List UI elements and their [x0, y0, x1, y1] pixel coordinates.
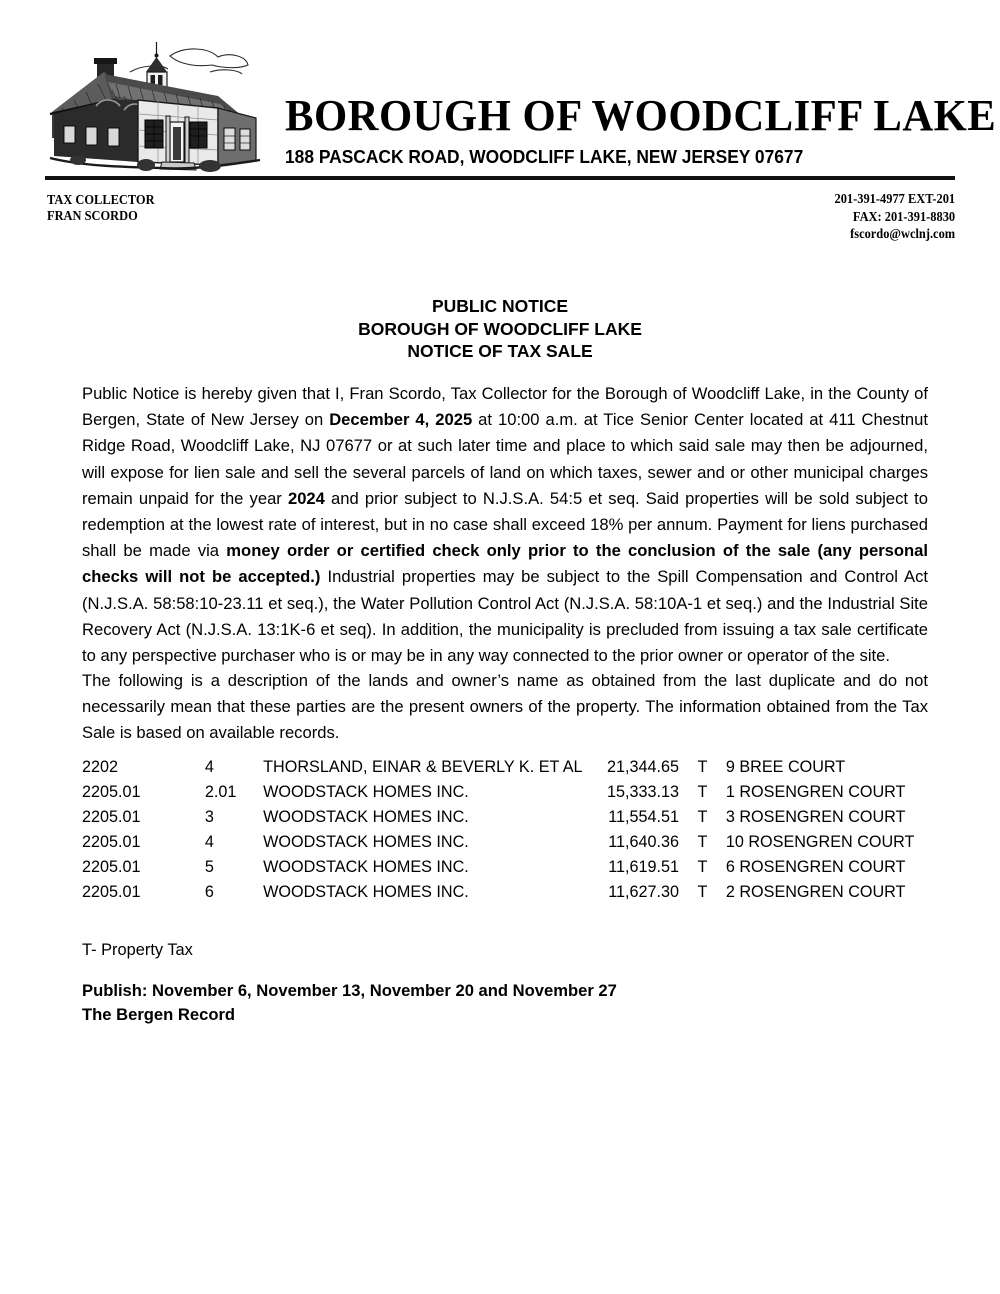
cell-amount: 11,627.30: [608, 883, 680, 901]
para1-segment-3: and prior subject to N.J.S.A. 54:5 et seq. Said properties will be sold subject to redemption at the lowest rate of interest, but in no case shall exceed 18% per annum. Payment for liens purchased shall be made via: [82, 488, 928, 561]
cell-lot: 4: [204, 758, 214, 776]
cell-amount: 11,619.51: [608, 858, 680, 876]
cell-address: 2 ROSENGREN COURT: [725, 883, 906, 901]
table-row: [82, 880, 942, 905]
email-address: fscordo@wclnj.com: [849, 226, 955, 241]
table-row: [82, 780, 942, 805]
cell-block: 2205.01: [82, 833, 141, 851]
cell-block: 2205.01: [82, 808, 141, 826]
property-list-table: [82, 755, 942, 905]
cell-lot: 4: [204, 833, 214, 851]
cell-amount: 15,333.13: [607, 783, 680, 801]
cell-address: 10 ROSENGREN COURT: [725, 833, 915, 851]
cell-code: T: [697, 833, 708, 851]
cell-lot: 6: [204, 883, 214, 901]
office-contact-details: [834, 190, 955, 243]
cell-block: 2205.01: [82, 858, 141, 876]
cell-address: 9 BREE COURT: [725, 758, 846, 776]
notice-heading: [0, 295, 1000, 363]
table-row: [82, 855, 942, 880]
cell-code: T: [697, 883, 708, 901]
para1-segment-4: Industrial properties may be subject to the Spill Compensation and Control Act (N.J.S.A. 58:58:10-23.11 et seq.), the Water Pollution Control Act (N.J.S.A. 58:10A-1 et seq.) and the Industrial Site Recovery Act (N.J.S.A. 13:1K-6 et seq). In addition, the municipality is precluded from issuing a tax sale certificate to any perspective purchaser who is or may be in any way connected to the prior owner or operator of the site.: [82, 567, 929, 666]
historic-house-icon: [42, 34, 272, 179]
code-legend: T- Property Tax: [82, 941, 193, 959]
borough-logo: [42, 34, 272, 179]
notice-body-paragraph-2: The following is a description of the lands and owner’s name as obtained from the last duplicate and do not necessarily mean that these parties are the present owners of the property. The information obtained from the Tax Sale is based on available records.: [82, 671, 928, 743]
cell-lot: 5: [204, 858, 214, 876]
tax-collector-name: FRAN SCORDO: [47, 208, 138, 223]
cell-owner: WOODSTACK HOMES INC.: [263, 858, 469, 876]
cell-lot: 2.01: [204, 783, 237, 801]
cell-code: T: [697, 808, 708, 826]
cell-owner: WOODSTACK HOMES INC.: [263, 883, 469, 901]
cell-owner: WOODSTACK HOMES INC.: [263, 808, 469, 826]
fax-number: FAX: 201-391-8830: [852, 208, 955, 224]
cell-owner: WOODSTACK HOMES INC.: [263, 783, 469, 801]
para1-segment-2: at 10:00 a.m. at Tice Senior Center located at 411 Chestnut Ridge Road, Woodcliff Lake, NJ 07677 or at such later time and place to which said sale may then be adjourned, will expose for lien sale and sell the several parcels of land on which taxes, sewer and or other municipal charges remain unpaid for the year: [82, 410, 928, 508]
cell-code: T: [697, 783, 708, 801]
cell-address: 1 ROSENGREN COURT: [725, 783, 906, 801]
notice-heading-line-3: NOTICE OF TAX SALE: [407, 341, 593, 361]
borough-address: 188 PASCACK ROAD, WOODCLIFF LAKE, NEW JERSEY 07677: [285, 146, 804, 167]
table-row: [82, 830, 942, 855]
publication-name: The Bergen Record: [82, 1005, 236, 1024]
cell-address: 6 ROSENGREN COURT: [725, 858, 906, 876]
cell-code: T: [697, 858, 708, 876]
cell-address: 3 ROSENGREN COURT: [725, 808, 906, 826]
phone-number: 201-391-4977 EXT-201: [834, 191, 955, 206]
borough-title: BOROUGH OF WOODCLIFF LAKE: [285, 91, 997, 140]
cell-lot: 3: [204, 808, 214, 826]
cell-amount: 11,554.51: [608, 808, 680, 826]
header-divider: [45, 176, 955, 180]
tax-collector-role: TAX COLLECTOR: [47, 192, 155, 207]
notice-heading-line-2: BOROUGH OF WOODCLIFF LAKE: [358, 318, 642, 339]
cell-owner: WOODSTACK HOMES INC.: [263, 833, 469, 851]
cell-amount: 21,344.65: [607, 758, 680, 776]
tax-collector-contact: [47, 192, 155, 224]
tax-year: 2024: [287, 488, 325, 508]
payment-terms: money order or certified check only prior to the conclusion of the sale (any personal checks will not be accepted.): [82, 541, 929, 587]
publication-info: [82, 979, 617, 1027]
cell-code: T: [697, 758, 708, 776]
cell-block: 2202: [82, 758, 119, 776]
property-table-body: [82, 755, 942, 905]
cell-owner: THORSLAND, EINAR & BEVERLY K. ET AL: [263, 758, 583, 776]
notice-body-paragraph-1: [82, 381, 928, 669]
cell-block: 2205.01: [82, 783, 141, 801]
letterhead: [0, 0, 1000, 180]
cell-block: 2205.01: [82, 883, 141, 901]
cell-amount: 11,640.36: [608, 833, 680, 851]
para1-segment-1: Public Notice is hereby given that I, Fran Scordo, Tax Collector for the Borough of Woodcliff Lake, in the County of Bergen, State of New Jersey on: [82, 384, 928, 430]
sale-date: December 4, 2025: [329, 410, 473, 430]
notice-heading-line-1: PUBLIC NOTICE: [431, 296, 569, 316]
masthead: [285, 91, 997, 168]
table-row: [82, 805, 942, 830]
publish-dates: Publish: November 6, November 13, November 20 and November 27: [82, 981, 617, 1000]
table-row: [82, 755, 942, 780]
